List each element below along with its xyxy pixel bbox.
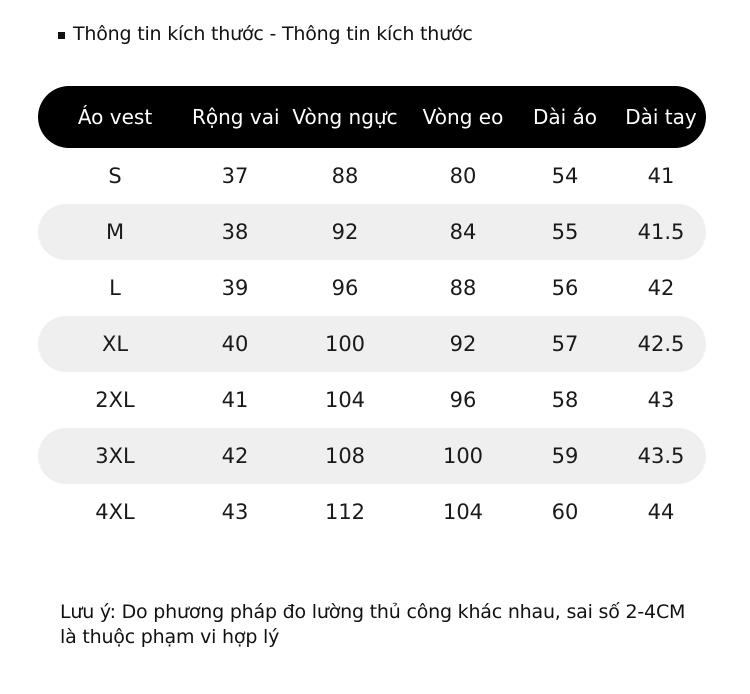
chest-cell: 108 bbox=[324, 444, 366, 468]
waist-cell: 88 bbox=[449, 276, 477, 300]
chest-cell: 100 bbox=[324, 332, 366, 356]
length-cell: 59 bbox=[551, 444, 579, 468]
shoulder-cell: 42 bbox=[221, 444, 249, 468]
chest-cell: 112 bbox=[324, 500, 366, 524]
header-cell-shoulder-width: Rộng vai bbox=[192, 105, 280, 129]
size-cell: S bbox=[108, 164, 122, 188]
header-cell-chest: Vòng ngực bbox=[292, 105, 398, 129]
header-cell-sleeve: Dài tay bbox=[625, 105, 697, 129]
measurement-note bbox=[60, 600, 720, 650]
table-row bbox=[38, 372, 706, 428]
size-cell: M bbox=[105, 220, 125, 244]
note-line-2: là thuộc phạm vi hợp lý bbox=[60, 626, 280, 648]
chest-cell: 92 bbox=[331, 220, 359, 244]
waist-cell: 84 bbox=[449, 220, 477, 244]
section-title-text: Thông tin kích thước - Thông tin kích thước bbox=[73, 23, 473, 45]
sleeve-cell: 43 bbox=[647, 388, 675, 412]
sleeve-cell: 41 bbox=[647, 164, 675, 188]
table-row bbox=[38, 204, 706, 260]
header-cell-waist: Vòng eo bbox=[422, 105, 504, 129]
table-header bbox=[38, 86, 706, 148]
chest-cell: 104 bbox=[324, 388, 366, 412]
length-cell: 57 bbox=[551, 332, 579, 356]
sleeve-cell: 43.5 bbox=[637, 444, 685, 468]
header-cell-length: Dài áo bbox=[532, 105, 598, 129]
waist-cell: 96 bbox=[449, 388, 477, 412]
length-cell: 55 bbox=[551, 220, 579, 244]
shoulder-cell: 37 bbox=[221, 164, 249, 188]
waist-cell: 100 bbox=[442, 444, 484, 468]
table-row bbox=[38, 260, 706, 316]
length-cell: 54 bbox=[551, 164, 579, 188]
size-table bbox=[38, 86, 706, 540]
shoulder-cell: 39 bbox=[221, 276, 249, 300]
table-row bbox=[38, 484, 706, 540]
sleeve-cell: 42.5 bbox=[637, 332, 685, 356]
table-row bbox=[38, 148, 706, 204]
length-cell: 58 bbox=[551, 388, 579, 412]
shoulder-cell: 41 bbox=[221, 388, 249, 412]
length-cell: 60 bbox=[551, 500, 579, 524]
waist-cell: 104 bbox=[442, 500, 484, 524]
waist-cell: 92 bbox=[449, 332, 477, 356]
chest-cell: 96 bbox=[331, 276, 359, 300]
waist-cell: 80 bbox=[449, 164, 477, 188]
shoulder-cell: 43 bbox=[221, 500, 249, 524]
length-cell: 56 bbox=[551, 276, 579, 300]
size-cell: XL bbox=[101, 332, 129, 356]
header-cell-garment: Áo vest bbox=[77, 105, 153, 129]
size-cell: 4XL bbox=[95, 500, 135, 524]
note-line-1: Lưu ý: Do phương pháp đo lường thủ công khác nhau, sai số 2-4CM bbox=[60, 601, 686, 623]
shoulder-cell: 40 bbox=[221, 332, 249, 356]
table-row bbox=[38, 316, 706, 372]
sleeve-cell: 41.5 bbox=[637, 220, 685, 244]
chest-cell: 88 bbox=[331, 164, 359, 188]
size-cell: L bbox=[109, 276, 121, 300]
shoulder-cell: 38 bbox=[221, 220, 249, 244]
sleeve-cell: 44 bbox=[647, 500, 675, 524]
size-cell: 3XL bbox=[95, 444, 135, 468]
section-title bbox=[58, 20, 473, 48]
size-cell: 2XL bbox=[95, 388, 135, 412]
table-row bbox=[38, 428, 706, 484]
bullet-icon bbox=[58, 32, 65, 39]
sleeve-cell: 42 bbox=[647, 276, 675, 300]
